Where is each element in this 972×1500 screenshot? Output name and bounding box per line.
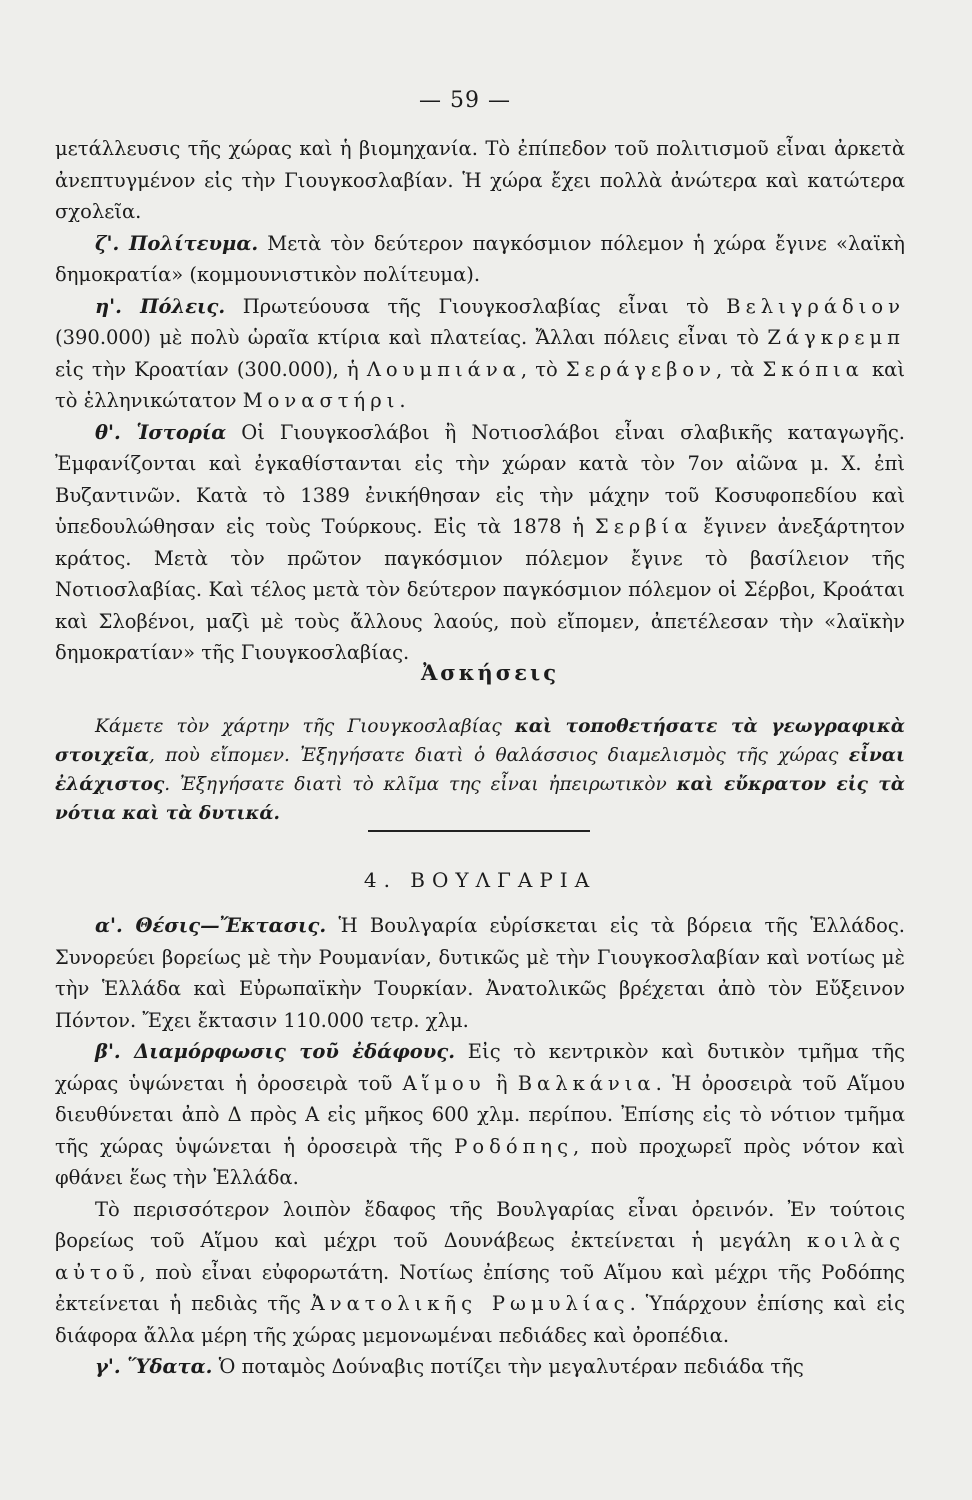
- cities-text: , τὸ: [520, 357, 566, 381]
- page-number: — 59 —: [419, 88, 511, 113]
- terrain-text: ἢ: [485, 1071, 518, 1095]
- exercise-text: Κάμετε τὸν χάρτην τῆς Γιουγκοσλαβίας: [95, 716, 515, 737]
- history-text: ἔγινεν ἀνεξάρτητον κράτος. Μετὰ τὸν πρῶτον παγκόσμιον πόλεμον ἔγινε τὸ βασίλειον τῆς Νοτιοσλαβίας. Καὶ τέλος μετὰ τὸν δεύτερον παγκόσμιον πόλεμον οἱ Σέρβοι, Κροάται καὶ Σλοβένοι, μαζὶ μὲ τοὺς ἄλλους λαούς, ποὺ εἴπομεν, ἀπετέλεσαν τὴν «λαϊκὴν δημοκρατίαν» τῆς Γιουγκοσλαβίας.: [55, 515, 905, 664]
- position-heading: α'. Θέσις—Ἔκτασις.: [95, 914, 327, 937]
- history-text: Οἱ Γιουγκοσλάβοι ἢ Νοτιοσλάβοι εἶναι σλαβικῆς καταγωγῆς. Ἐμφανίζονται καὶ ἐγκαθίστανται εἰς τὴν χώραν κατὰ τὸν 7ον αἰῶνα μ. Χ. ἐπὶ Βυζαντινῶν. Κατὰ τὸ 1389 ἐνικήθησαν εἰς τὴν μάχην τοῦ Κοσυφοπεδίου καὶ ὑπεδουλώθησαν εἰς τοὺς Τούρκους. Εἰς τὰ 1878 ἡ: [55, 420, 905, 538]
- paragraph-waters: [55, 1351, 905, 1383]
- terrain-text: . Ἡ ὀροσειρὰ τοῦ Αἵμου διευθύνεται ἀπὸ Δ πρὸς Α εἰς μῆκος 600 χλμ. περίπου. Ἐπίσης εἰς τὸ νότιον τμῆμα τῆς χώρας ὑψώνεται ἡ ὀροσειρὰ τῆς: [55, 1071, 905, 1158]
- exercise-text-bold: καὶ τοποθετήσατε τὰ γεωγραφικὰ στοιχεῖα: [55, 716, 905, 766]
- polity-heading: ζ'. Πολίτευμα.: [95, 231, 259, 255]
- cities-heading: η'. Πόλεις.: [95, 294, 226, 318]
- cities-text: εἰς τὴν Κροατίαν (300.000), ἡ: [55, 357, 367, 381]
- yugoslavia-section: [55, 133, 905, 669]
- paragraph-plains: [55, 1194, 905, 1352]
- history-heading: θ'. Ἱστορία: [95, 420, 227, 444]
- exercises-title: Ἀσκήσεις: [421, 660, 559, 685]
- city-skopje: Σκόπια: [762, 357, 864, 381]
- rhodope-name: Ροδόπης: [454, 1134, 573, 1158]
- paragraph-history: [55, 417, 905, 669]
- serbia-name: Σερβία: [594, 515, 693, 538]
- paragraph-terrain: [55, 1036, 905, 1194]
- terrain-text: Εἰς τὸ κεντρικὸν καὶ δυτικὸν τμῆμα τῆς χώρας ὑψώνεται ἡ ὀροσειρὰ τοῦ: [55, 1040, 906, 1095]
- plains-text: Τὸ περισσότερον λοιπὸν ἔδαφος τῆς Βουλγαρίας εἶναι ὀρεινόν. Ἐν τούτοις βορείως τοῦ Αἵμου καὶ μέχρι τοῦ Δουνάβεως ἐκτείνεται ἡ μεγάλη: [55, 1197, 905, 1252]
- paragraph-position: [55, 910, 905, 1036]
- exercise-text: , ποὺ εἴπομεν. Ἐξηγήσατε διατὶ ὁ θαλάσσιος διαμελισμὸς τῆς χώρας: [148, 745, 849, 766]
- city-monastir: Μοναστήρι: [242, 389, 400, 412]
- waters-text: Ὁ ποταμὸς Δούναβις ποτίζει τὴν μεγαλυτέραν πεδιάδα τῆς: [212, 1355, 804, 1378]
- position-text: Ἡ Βουλγαρία εὑρίσκεται εἰς τὰ βόρεια τῆς Ἑλλάδος. Συνορεύει βορείως μὲ τὴν Ρουμανίαν, δυτικῶς μὲ τὴν Γιουγκοσλαβίαν καὶ νοτίως μὲ τὴν Ἑλλάδα καὶ Εὐρωπαϊκὴν Τουρκίαν. Ἀνατολικῶς βρέχεται ἀπὸ τὸν Εὔξεινον Πόντον. Ἔχει ἔκτασιν 110.000 τετρ. χλμ.: [55, 914, 906, 1032]
- exercise-text-bold: καὶ εὔκρατον εἰς τὰ νότια καὶ τὰ δυτικά.: [55, 774, 905, 824]
- chapter-title: 4. ΒΟΥΛΓΑΡΙΑ: [363, 868, 597, 892]
- cities-text: καὶ τὸ ἑλληνικώτατον: [55, 357, 905, 412]
- city-belgrade: Βελιγράδιον: [726, 294, 905, 318]
- haemus-name: Αἵμου: [402, 1071, 486, 1095]
- terrain-heading: β'. Διαμόρφωσις τοῦ ἐδάφους.: [95, 1040, 455, 1063]
- paragraph-cities: [55, 291, 905, 417]
- section-divider: [368, 830, 590, 832]
- paragraph-culture: [55, 133, 905, 228]
- culture-text: μετάλλευσις τῆς χώρας καὶ ἡ βιομηχανία. Τὸ ἐπίπεδον τοῦ πολιτισμοῦ εἶναι ἀρκετὰ ἀνεπτυγμένον εἰς τὴν Γιουγκοσλαβίαν. Ἡ χώρα ἔχει πολλὰ ἀνώτερα καὶ κατώτερα σχολεῖα.: [55, 137, 905, 223]
- cities-text: .: [399, 389, 406, 412]
- exercise-text: . Ἐξηγήσατε διατὶ τὸ κλῖμα της εἶναι ἠπειρωτικὸν: [164, 774, 677, 795]
- paragraph-polity: [55, 228, 905, 291]
- bulgaria-section: [55, 910, 905, 1383]
- city-ljubljana: Λουμπιάνα: [366, 357, 521, 381]
- cities-text: Πρωτεύουσα τῆς Γιουγκοσλαβίας εἶναι τὸ: [225, 294, 727, 318]
- cities-text: , τὰ: [716, 357, 763, 381]
- terrain-text: , ποὺ προχωρεῖ πρὸς νότον καὶ φθάνει ἕως τὴν Ἑλλάδα.: [55, 1134, 906, 1189]
- cities-text: (390.000) μὲ πολὺ ὡραῖα κτίρια καὶ πλατείας. Ἄλλαι πόλεις εἶναι τὸ: [55, 326, 768, 349]
- polity-text: Μετὰ τὸν δεύτερον παγκόσμιον πόλεμον ἡ χώρα ἔγινε «λαϊκὴ δημοκρατία» (κομμουνιστικὸν πολίτευμα).: [55, 231, 905, 286]
- plains-text: , ποὺ εἶναι εὐφορωτάτη. Νοτίως ἐπίσης τοῦ Αἵμου καὶ μέχρι τῆς Ροδόπης ἐκτείνεται ἡ πεδιὰς τῆς: [55, 1260, 905, 1315]
- plains-text: . Ὑπάρχουν ἐπίσης καὶ εἰς διάφορα ἄλλα μέρη τῆς χώρας μεμονωμέναι πεδιάδες καὶ ὀροπέδια.: [55, 1292, 905, 1347]
- waters-heading: γ'. Ὕδατα.: [95, 1355, 213, 1378]
- exercises-paragraph: [55, 712, 905, 828]
- balkan-name: Βαλκάνια: [517, 1071, 656, 1095]
- valley-name: κοιλὰς αὐτοῦ: [55, 1229, 905, 1284]
- city-sarajevo: Σεράγεβον: [565, 357, 717, 381]
- city-zagreb: Ζάγκρεμπ: [767, 326, 905, 349]
- exercise-text-bold: εἶναι ἐλάχιστος: [55, 745, 905, 795]
- rumelia-name: Ἀνατολικῆς Ρωμυλίας: [310, 1292, 630, 1315]
